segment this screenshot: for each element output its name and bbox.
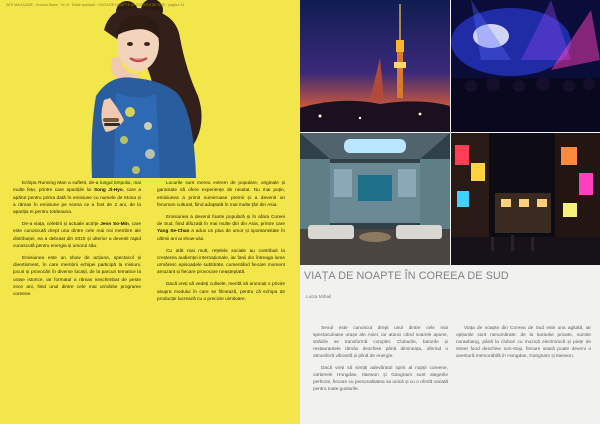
left-column-2 [157, 180, 285, 308]
paragraph: Locurile sunt mereu extrem de populare, originale și garantate să ofere experiențe de neuitat. Nu mai puțin, emisiunea a primit numeroase premii și a devenit un fenomen cultural, fiind adaptată în mai multe țări din Asia. [157, 181, 285, 208]
club-crowd-image [451, 0, 600, 132]
lounge-interior-photo [300, 133, 450, 265]
paragraph: Seoul este cunoscut drept unul dintre cele mai spectaculoase orașe ale Asiei, iar atunci când soarele apune, străzile se transformă complet. Cluburile, barurile și restaurantele rămân deschise până dimineața, oferind o atmosferă vibrantă și plină de energie. [313, 326, 448, 359]
paragraph: Emisiunea este un show de acțiune, spectacol și divertisment, în care membrii echipei participă la misiuni, jocuri și provocări în diverse locații, de la parcuri tematice la orașe istorice, iar formatul a rămas neschimbat de peste zece ani, fiind unul dintre cele mai urmărite programe coreene. [13, 255, 141, 298]
neon-street-image [451, 133, 600, 265]
paragraph: De-a viața, celebrii și actuale actrițe Jeon So-Min, care este cunoscută drept una dintre cele mai noi membre ale distribuției, ea a debutat din 2010 și ulterior a devenit rapid cunoscută pentru energia și umorul său. [13, 222, 141, 249]
lounge-interior-image [300, 133, 450, 265]
paragraph: Dacă vreți să simțiți adevăratul spirit al nopții coreene, cartierele Hongdae, Itaewon și Gangnam sunt alegerile perfecte, fiecare cu personalitatea sa unică și cu o ofertă variată pentru toate gusturile. [313, 366, 448, 392]
club-crowd-photo [451, 0, 600, 132]
portrait-photo [90, 0, 240, 178]
tower-night-photo [300, 0, 450, 132]
right-page [300, 0, 600, 424]
right-column-2 [456, 326, 591, 366]
paragraph: Echipa Running Man a sufletit, de-a lungul timpului, mai multe fețe, printre care aparițiile lui Song Ji-Hyo, care a apărut pentru prima dată în emisiune cu numele de Mona și a rămas în emisiune pe scena ce a fost de 2 ani, de la apariția ei pentru totdeauna. [13, 181, 142, 216]
tower-night-image [300, 0, 450, 132]
paragraph: Viața de noapte din Coreea de Sud este una agitată, iar opțiunile sunt nenumărate: de la karaoke private, numite noraebang, până la cluburi cu muzică electronică și piețe de street food deschise non-stop, fiecare seară poate deveni o aventură memorabilă în Hongdae, Gangnam și Itaewon. [456, 326, 591, 359]
portrait-photo-area [0, 0, 300, 178]
paragraph: Emisiunea a devenit foarte populară și în afara Coreei de Sud, fiind difuzată în mai multe țări din Asia, printre care Yang Se-Chan a adus un plus de umor și spontaneitate în ultimii ani ai show-ului. [157, 214, 286, 242]
article-byline: Luiza Mihail [306, 295, 332, 300]
left-column-1 [13, 180, 141, 303]
magazine-header-line: SEE MAGAZINE · Korean Wave · Nr. 8 · Ediție specială · VIAȚA DE NOAPTE ÎN COREEA DE SUD · pagina 24 [6, 3, 185, 7]
article-title: VIAȚA DE NOAPTE ÎN COREEA DE SUD [304, 270, 509, 282]
neon-street-photo [451, 133, 600, 265]
left-text-columns [13, 180, 295, 420]
paragraph: Dacă vreți să vedeți culisele, merită să aruncați o privire asupra modului în care se filmează, pentru că echipa de producție lucrează cu o precizie uimitoare. [157, 282, 285, 302]
paragraph: Cu atât mai mult, rețelele sociale au contribuit la creșterea audienței internaționale, iar fanii din întreaga lume urmăresc episoadele subtitrate, comentând fiecare moment amuzant și fiecare provocare neașteptată. [157, 248, 285, 276]
right-column-1 [313, 326, 448, 399]
